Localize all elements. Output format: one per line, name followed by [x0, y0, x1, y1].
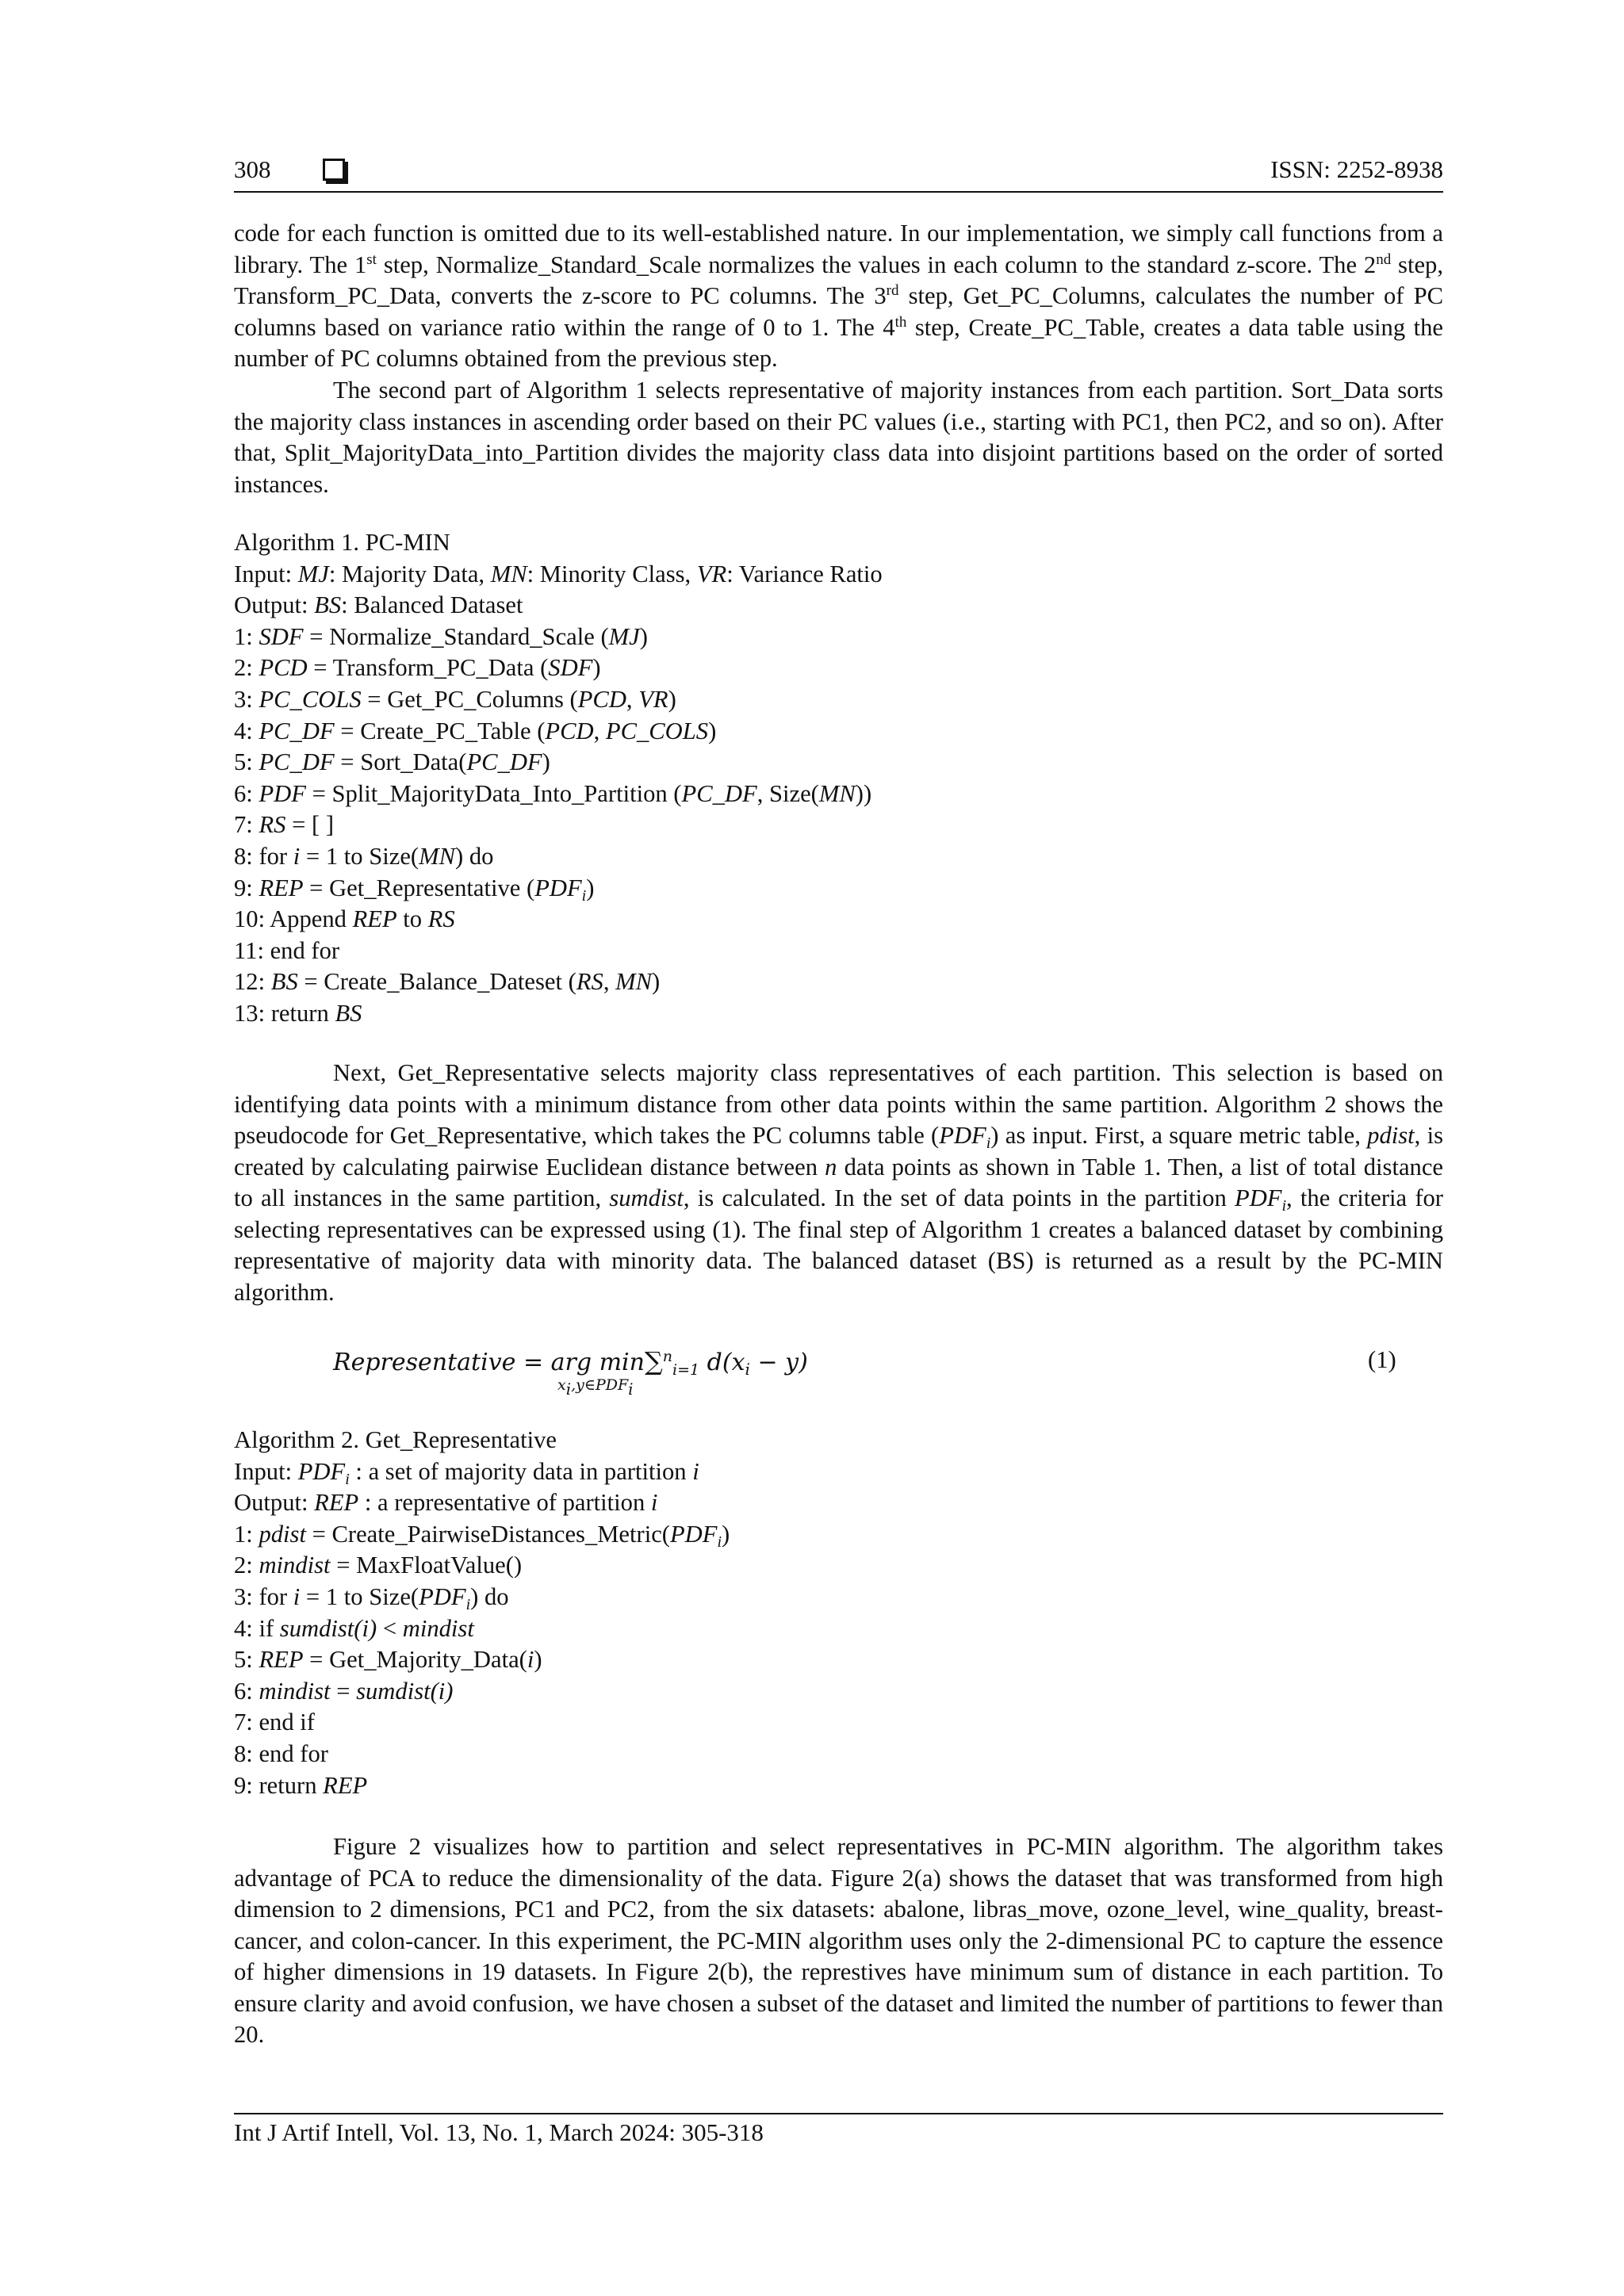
code-variable: PDF — [297, 1457, 346, 1485]
code-text: 9: — [234, 874, 259, 901]
algorithm-2-input — [234, 1456, 1443, 1488]
footer-divider — [234, 2113, 1443, 2114]
algorithm-1-line — [234, 684, 1443, 716]
algorithm-1-line — [234, 809, 1443, 841]
code-text: : Balanced Dataset — [341, 591, 523, 619]
algorithm-1-line — [234, 622, 1443, 653]
algorithm-1-line — [234, 998, 1443, 1030]
algorithm-1-line — [234, 747, 1443, 779]
para3-text-e: , is calculated. In the set of data points in the partition — [683, 1184, 1235, 1211]
code-variable: mindist — [259, 1552, 331, 1579]
algorithm-1-title: Algorithm 1. PC-MIN — [234, 529, 450, 556]
argmin-set: ,y∈PDF — [571, 1376, 629, 1394]
ordinal-suffix: th — [894, 313, 907, 331]
paragraph-get-representative — [234, 1058, 1443, 1308]
algorithm-2-line — [234, 1644, 1443, 1676]
code-variable: i — [650, 1489, 658, 1517]
code-text: Output: — [234, 591, 315, 619]
algorithm-1-line — [234, 966, 1443, 998]
code-text: )) — [855, 779, 872, 807]
summation-upper: n — [662, 1348, 673, 1365]
code-text: = — [330, 1677, 357, 1705]
code-text: : Minority Class, — [527, 560, 697, 587]
summation-lower: i=1 — [672, 1361, 700, 1379]
code-variable: i — [692, 1457, 699, 1485]
code-text: = [ ] — [285, 811, 335, 839]
code-variable: MJ — [297, 560, 329, 587]
algorithm-1-line — [234, 779, 1443, 810]
code-variable: BS — [314, 591, 342, 619]
code-text: = Split_MajorityData_Into_Partition ( — [305, 779, 682, 807]
math-pdist: pdist — [1367, 1122, 1415, 1149]
para1-text-e: step, Create_PC_Table, creates a data table using the number of PC columns obtained from the previous step. — [234, 313, 1444, 372]
math-pdf: PDF — [939, 1122, 986, 1149]
math-pdf: PDF — [1235, 1184, 1282, 1211]
code-text: , — [593, 717, 606, 744]
algorithm-1-line — [234, 873, 1443, 905]
code-text: 6: — [234, 1677, 259, 1705]
code-text: 7: — [234, 811, 259, 839]
code-text: 5: — [234, 1646, 259, 1674]
code-text: = Transform_PC_Data ( — [307, 654, 549, 682]
code-text: , Size( — [756, 779, 819, 807]
code-text: = Sort_Data( — [334, 748, 467, 776]
code-text: ) — [652, 968, 661, 996]
algorithm-2-block — [234, 1425, 1443, 1801]
code-variable: SDF — [259, 622, 304, 650]
code-text: 4: if — [234, 1614, 280, 1642]
code-text: 8: for — [234, 842, 293, 870]
code-variable: REP — [352, 905, 397, 933]
code-text: : Majority Data, — [328, 560, 491, 587]
paragraph-second-part: The second part of Algorithm 1 selects representative of majority instances from each partition. Sort_Data sorts the majority class instances in ascending order based on their PC values (i.e., starting with PC1, then PC2, and so on). After that, Split_MajorityData_into_Partition divides the majority class data into disjoint partitions based on the order of sorted instances. — [234, 377, 1443, 498]
code-variable: MJ — [608, 622, 640, 650]
code-text: 2: — [234, 1552, 259, 1579]
code-variable: REP — [314, 1489, 359, 1517]
code-subscript: i — [717, 1533, 722, 1551]
code-variable: mindist — [402, 1614, 474, 1642]
code-variable: REP — [323, 1771, 368, 1799]
algorithm-2-title: Algorithm 2. Get_Representative — [234, 1426, 557, 1453]
math-subscript: i — [1281, 1197, 1287, 1215]
ordinal-suffix: st — [366, 251, 377, 268]
code-text: 13: return — [234, 999, 335, 1027]
code-variable: i — [293, 1582, 301, 1610]
code-text: 4: — [234, 717, 259, 744]
code-subscript: i — [465, 1595, 471, 1613]
code-text: 3: for — [234, 1582, 293, 1610]
algorithm-1-line — [234, 716, 1443, 748]
code-variable: MN — [490, 560, 527, 587]
code-text: 7: end if — [234, 1709, 315, 1736]
code-variable: MN — [615, 968, 653, 996]
algorithm-1-block — [234, 527, 1443, 1030]
code-variable: PC_COLS — [605, 717, 709, 744]
code-text: = Create_PC_Table ( — [334, 717, 546, 744]
equation-body-end: − y) — [749, 1349, 808, 1376]
code-variable: REP — [259, 1646, 304, 1674]
code-text: ) — [708, 717, 717, 744]
code-text: 12: — [234, 968, 271, 996]
header-divider — [234, 191, 1443, 193]
code-text: ) — [668, 685, 676, 713]
code-text: to — [396, 905, 428, 933]
code-text: 2: — [234, 654, 259, 682]
para3-text-a: Next, Get_Representative selects majority class representatives of each partition. This selection is based on identifying data points with a minimum distance from other data points within the same partition. Algorithm 2 shows the pseudocode for Get_Representative, which takes the PC columns table ( — [234, 1059, 1443, 1149]
equation-argmin: Representative = arg min — [333, 1349, 645, 1376]
argmin-subscript — [557, 1376, 634, 1399]
code-variable: PC_DF — [681, 779, 757, 807]
code-variable: PDF — [259, 779, 306, 807]
square-box-icon — [323, 159, 345, 181]
code-variable: RS — [576, 968, 603, 996]
code-variable: VR — [638, 685, 668, 713]
ordinal-suffix: nd — [1376, 251, 1392, 268]
algorithm-1-line — [234, 652, 1443, 684]
algorithm-1-line — [234, 841, 1443, 873]
code-text: = 1 to Size( — [300, 842, 419, 870]
algorithm-2-line — [234, 1519, 1443, 1551]
code-text: Output: — [234, 1489, 315, 1517]
code-variable: PC_DF — [466, 748, 542, 776]
equation-1 — [333, 1346, 1443, 1410]
algorithm-2-line — [234, 1739, 1443, 1770]
code-variable: REP — [259, 874, 304, 901]
code-text: Input: — [234, 1457, 298, 1485]
page-header — [234, 155, 1443, 195]
code-text: ) do — [470, 1582, 509, 1610]
code-variable: PC_DF — [259, 748, 335, 776]
code-variable: PCD — [577, 685, 626, 713]
para1-text-a: code for each function is omitted due to its well-established nature. In our implementation, we simply call functions from a library. The 1 — [234, 220, 1443, 278]
code-text: ) — [542, 748, 550, 776]
code-variable: BS — [335, 999, 362, 1027]
para1-text-d: step, Get_PC_Columns, calculates the number of PC columns based on variance ratio within the range of 0 to 1. The 4 — [234, 282, 1443, 341]
page-number: 308 — [234, 155, 271, 183]
code-text: 6: — [234, 779, 259, 807]
code-text: 11: end for — [234, 936, 340, 964]
code-variable: RS — [427, 905, 455, 933]
code-variable: i — [527, 1646, 534, 1674]
code-variable: mindist — [259, 1677, 331, 1705]
code-variable: sumdist(i) — [279, 1614, 377, 1642]
code-variable: SDF — [548, 654, 593, 682]
code-variable: PCD — [545, 717, 594, 744]
code-text: 1: — [234, 622, 259, 650]
code-variable: RS — [259, 811, 286, 839]
equation-number: (1) — [1368, 1346, 1396, 1373]
algorithm-1-line — [234, 936, 1443, 967]
code-variable: PDF — [669, 1520, 718, 1548]
code-variable: MN — [419, 842, 455, 870]
code-text: Input: — [234, 560, 298, 587]
code-text: 3: — [234, 685, 259, 713]
equation-subscript: i — [745, 1360, 750, 1379]
code-text: = MaxFloatValue() — [330, 1552, 523, 1579]
code-variable: PDF — [419, 1582, 466, 1610]
code-text: = Get_Representative ( — [303, 874, 535, 901]
para1-text-b: step, Normalize_Standard_Scale normalizes the values in each column to the standard z-score. The 2 — [376, 251, 1377, 278]
equation-expression — [333, 1346, 808, 1379]
code-text: : Variance Ratio — [726, 560, 883, 587]
code-text: , — [626, 685, 639, 713]
code-variable: MN — [818, 779, 856, 807]
code-text: 8: end for — [234, 1739, 328, 1767]
code-text: ) — [639, 622, 648, 650]
algorithm-2-line — [234, 1613, 1443, 1645]
algorithm-2-line — [234, 1676, 1443, 1708]
algorithm-1-output — [234, 590, 1443, 622]
algorithm-2-output — [234, 1487, 1443, 1519]
journal-issn: ISSN: 2252-8938 — [1270, 155, 1443, 183]
math-n: n — [825, 1153, 837, 1181]
code-text: 9: return — [234, 1771, 324, 1799]
code-variable: VR — [696, 560, 727, 587]
code-text: < — [377, 1614, 403, 1642]
code-text: 5: — [234, 748, 259, 776]
code-text: = Get_PC_Columns ( — [361, 685, 578, 713]
footer-citation: Int J Artif Intell, Vol. 13, No. 1, March 2024: 305-318 — [234, 2118, 764, 2146]
code-text: = Create_PairwiseDistances_Metric( — [305, 1520, 670, 1548]
code-variable: i — [293, 842, 301, 870]
paragraph-function-steps — [234, 218, 1443, 375]
code-subscript: i — [581, 886, 587, 905]
algorithm-1-input — [234, 559, 1443, 591]
code-variable: PC_COLS — [259, 685, 362, 713]
code-text: = Normalize_Standard_Scale ( — [303, 622, 609, 650]
algorithm-2-line — [234, 1770, 1443, 1802]
argmin-set-sub: i — [628, 1380, 634, 1399]
code-text: = Get_Majority_Data( — [303, 1646, 527, 1674]
code-text: : a set of majority data in partition — [349, 1457, 693, 1485]
algorithm-1-line — [234, 904, 1443, 936]
code-variable: PDF — [534, 874, 582, 901]
para3-text-c: , is created by calculating pairwise Euclidean distance between — [234, 1122, 1444, 1181]
code-variable: BS — [270, 968, 298, 996]
equation-body: d(x — [699, 1349, 745, 1376]
argmin-x: x — [557, 1376, 566, 1394]
paragraph-figure-2: Figure 2 visualizes how to partition and select representatives in PC-MIN algorithm. The algorithm takes advantage of PCA to reduce the dimensionality of the data. Figure 2(a) shows the dataset that was transformed from high dimension to 2 dimensions, PC1 and PC2, from the six datasets: abalone, libras_move, ozone_level, wine_quality, breast-cancer, and colon-cancer. In this experiment, the PC-MIN algorithm uses only the 2-dimensional PC to capture the essence of higher dimensions in 19 datasets. In Figure 2(b), the represtives have minimum sum of distance in each partition. To ensure clarity and avoid confusion, we have chosen a subset of the dataset and limited the number of partitions to fewer than 20. — [234, 1833, 1443, 2048]
para3-text-b: ) as input. First, a square metric table, — [990, 1122, 1368, 1149]
code-text: ) — [722, 1520, 730, 1548]
code-text: 1: — [234, 1520, 259, 1548]
algorithm-2-line — [234, 1582, 1443, 1613]
code-variable: pdist — [259, 1520, 306, 1548]
code-subscript: i — [345, 1470, 350, 1488]
code-text: 10: Append — [234, 905, 353, 933]
para3-text-d: data points as shown in Table 1. Then, a list of total distance to all instances in the same partition, — [234, 1153, 1443, 1211]
code-text: = 1 to Size( — [300, 1582, 419, 1610]
algorithm-2-line — [234, 1550, 1443, 1582]
code-variable: PC_DF — [259, 717, 335, 744]
code-text: ) — [586, 874, 595, 901]
math-sumdist: sumdist — [609, 1184, 684, 1211]
code-text: ) — [534, 1646, 542, 1674]
code-text: ) — [592, 654, 601, 682]
math-subscript: i — [986, 1135, 991, 1152]
summation-symbol: ∑ — [644, 1346, 663, 1376]
para3-text-f: , the criteria for selecting representatives can be expressed using (1). The final step of Algorithm 1 creates a balanced dataset by combining representative of majority data with minority data. The balanced dataset (BS) is returned as a result by the PC-MIN algorithm. — [234, 1184, 1443, 1306]
argmin-x-sub: i — [565, 1380, 572, 1399]
para1-text-c: step, Transform_PC_Data, converts the z-score to PC columns. The 3 — [234, 251, 1443, 309]
ordinal-suffix: rd — [886, 282, 899, 299]
code-text: : a representative of partition — [358, 1489, 651, 1517]
code-text: , — [603, 968, 616, 996]
algorithm-2-line — [234, 1707, 1443, 1739]
code-text: = Create_Balance_Dateset ( — [297, 968, 576, 996]
code-variable: sumdist(i) — [356, 1677, 454, 1705]
code-text: ) do — [454, 842, 494, 870]
code-variable: PCD — [259, 654, 308, 682]
